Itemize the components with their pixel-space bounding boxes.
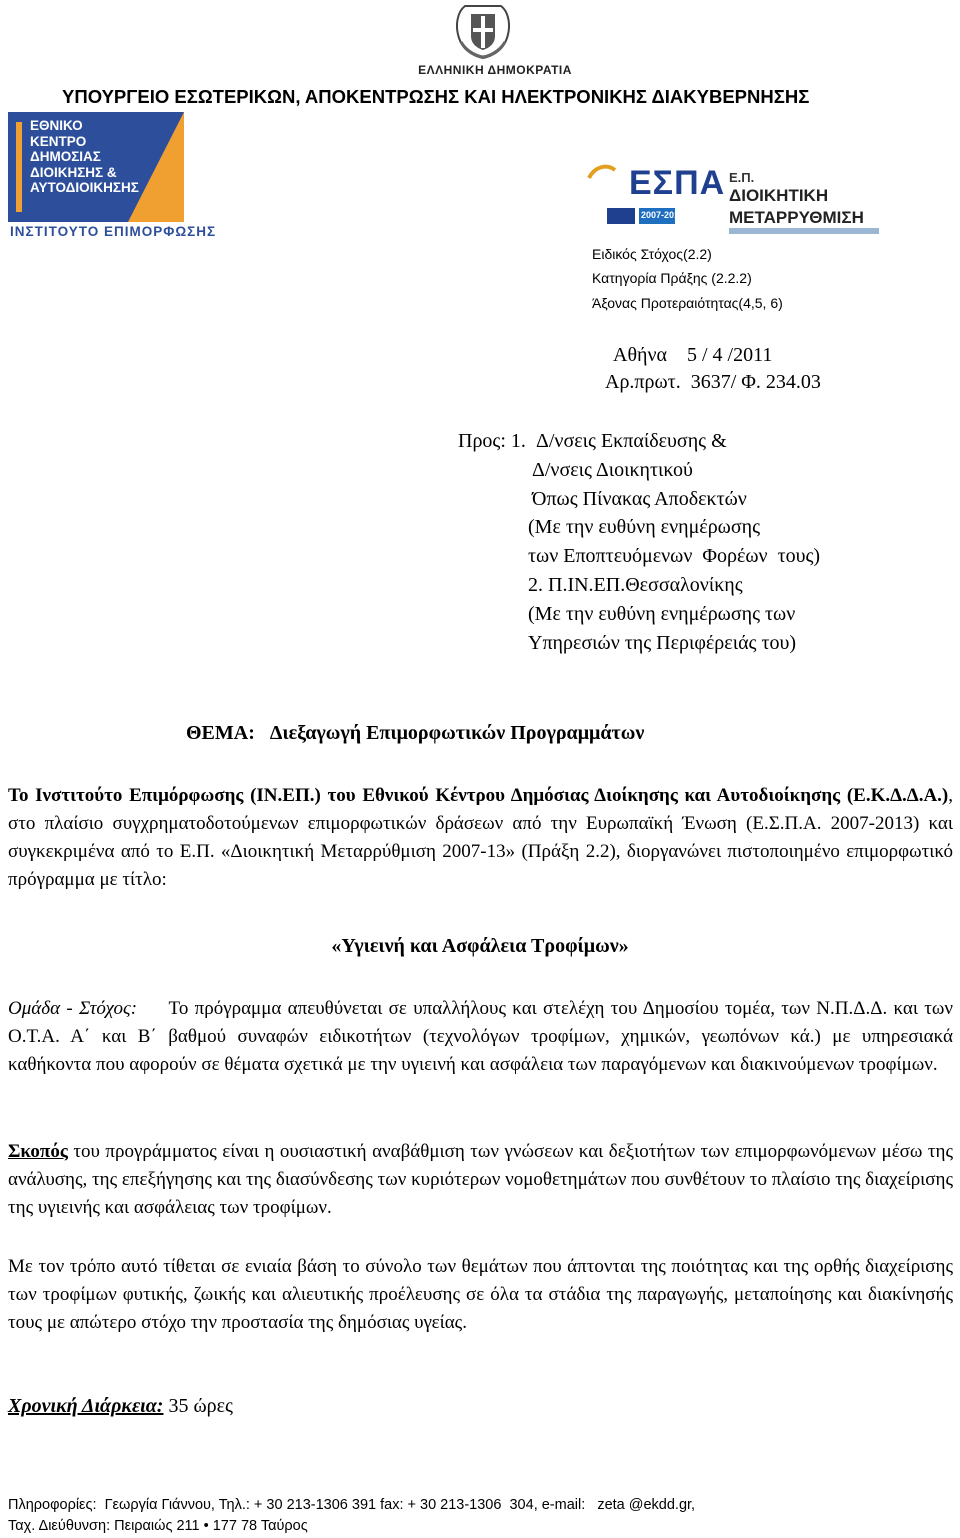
recipient-line: 2. Π.ΙΝ.ΕΠ.Θεσσαλονίκης	[528, 574, 743, 596]
hellenic-republic-label: ΕΛΛΗΝΙΚΗ ΔΗΜΟΚΡΑΤΙΑ	[418, 63, 572, 77]
greek-coat-of-arms-icon	[447, 2, 519, 62]
recipient-line: (Με την ευθύνη ενημέρωσης	[528, 516, 760, 538]
target-group-text: Το πρόγραμμα απευθύνεται σε υπαλλήλους και στελέχη του Δημοσίου τομέα, των Ν.Π.Δ.Δ. και των Ο.Τ.Α. Α΄ και Β΄ βαθμού συναφών ειδικοτήτων (τεχνολόγων τροφίμων, χημικών, γεωπόνων κά.) με υπηρεσιακά καθήκοντα που αφορούν σε θέματα σχετικά με την υγιεινή και ασφάλεια των παραγόμενων και διακινούμενων τροφίμων.	[8, 998, 953, 1075]
purpose-text: του προγράμματος είναι η ουσιαστική αναβάθμιση των γνώσεων και δεξιοτήτων των επιμορφωνόμενων μέσω της ανάλυσης, της επεξήγησης και της διασύνδεσης των κυριότερων νομοθετημάτων που συνθέτουν το πλαίσιο της διαχείρισης της υγιεινής και ασφάλειας των τροφίμων.	[8, 1141, 953, 1218]
program-title: «Υγιεινή και Ασφάλεια Τροφίμων»	[331, 935, 629, 957]
intro-paragraph	[8, 782, 953, 894]
dm-line2: ΜΕΤΑΡΡΥΘΜΙΣΗ	[729, 208, 864, 227]
letter-date: Αθήνα 5 / 4 /2011	[613, 344, 773, 366]
administrative-reform-logo	[727, 170, 889, 240]
intro-bold: Το Ινστιτούτο Επιμόρφωσης (ΙΝ.ΕΠ.) του Εθνικού Κέντρου Δημόσιας Διοίκησης και Αυτοδιοίκησης (Ε.Κ.Δ.Δ.Α.)	[8, 785, 949, 806]
ekdd-logo	[8, 112, 184, 222]
footer-contact: Πληροφορίες: Γεωργία Γιάννου, Τηλ.: + 30 213-1306 391 fax: + 30 213-1306 304, e-mail: zeta @ekdd.gr,	[8, 1497, 696, 1513]
espa-years: 2007-2013	[641, 210, 685, 220]
duration-value: 35 ώρες	[163, 1395, 233, 1417]
purpose-label: Σκοπός	[8, 1141, 68, 1162]
purpose-paragraph-2: Με τον τρόπο αυτό τίθεται σε ενιαία βάση το σύνολο των θεμάτων που άπτονται της ποιότητας και της ορθής διαχείρισης των τροφίμων φυτικής, ζωικής και αλιευτικής προέλευσης σε όλα τα στάδια της παραγωγής, μεταποίησης και διακίνησής τους με απώτερο στόχο την προστασία της δημόσιας υγείας.	[8, 1256, 953, 1333]
ekdd-logo-text: ΕΘΝΙΚΟ ΚΕΝΤΡΟ ΔΗΜΟΣΙΑΣ ΔΙΟΙΚΗΣΗΣ & ΑΥΤΟΔΙΟΙΚΗΣΗΣ	[30, 118, 139, 195]
recipient-line: Δ/νσεις Εκπαίδευσης &	[536, 430, 727, 452]
specific-goal: Ειδικός Στόχος(2.2)	[592, 246, 712, 262]
subject-line	[186, 722, 644, 745]
recipients-prefix: Προς: 1.	[458, 430, 526, 452]
espa-logo-text: ΕΣΠΑ	[629, 164, 726, 202]
priority-axis: Άξονας Προτεραιότητας(4,5, 6)	[592, 295, 783, 311]
subject-label: ΘΕΜΑ:	[186, 722, 255, 744]
recipient-line: (Με την ευθύνη ενημέρωσης των	[528, 603, 796, 625]
protocol-number: Αρ.πρωτ. 3637/ Φ. 234.03	[605, 371, 821, 393]
recipient-line: Όπως Πίνακας Αποδεκτών	[532, 488, 747, 510]
intro-text: , στο πλαίσιο συγχρηματοδοτούμενων επιμορφωτικών δράσεων από την Ευρωπαϊκή Ένωση (Ε.Σ.Π.Α. 2007-2013) και συγκεκριμένα από το Ε.Π. «Διοικητική Μεταρρύθμιση 2007-13» (Πράξη 2.2), διοργανώνει πιστοποιημένο επιμορφωτικό πρόγραμμα με τίτλο:	[8, 785, 953, 890]
duration-line	[8, 1395, 233, 1418]
purpose-paragraph	[8, 1138, 953, 1222]
institute-label: ΙΝΣΤΙΤΟΥΤΟ ΕΠΙΜΟΡΦΩΣΗΣ	[10, 224, 217, 239]
recipient-line: Υπηρεσιών της Περιφέρειάς του)	[528, 632, 797, 654]
target-group-paragraph	[8, 995, 953, 1079]
duration-label: Χρονική Διάρκεια:	[8, 1395, 164, 1417]
target-group-label: Ομάδα - Στόχος:	[8, 998, 138, 1019]
ekdd-arrow-icon	[128, 112, 184, 222]
dm-underline	[729, 228, 879, 234]
action-category: Κατηγορία Πράξης (2.2.2)	[592, 270, 752, 286]
footer-address: Ταχ. Διεύθυνση: Πειραιώς 211 • 177 78 Ταύρος	[8, 1518, 308, 1534]
ekdd-stripe	[16, 122, 22, 212]
subject-text: Διεξαγωγή Επιμορφωτικών Προγραμμάτων	[269, 722, 645, 744]
dm-line1: ΔΙΟΙΚΗΤΙΚΗ	[729, 186, 829, 205]
recipient-line: Δ/νσεις Διοικητικού	[532, 459, 693, 481]
ministry-title: ΥΠΟΥΡΓΕΙΟ ΕΣΩΤΕΡΙΚΩΝ, ΑΠΟΚΕΝΤΡΩΣΗΣ ΚΑΙ ΗΛΕΚΤΡΟΝΙΚΗΣ ΔΙΑΚΥΒΕΡΝΗΣΗΣ	[62, 86, 810, 107]
dm-ep-label: Ε.Π.	[729, 170, 755, 185]
espa-logo	[585, 160, 725, 240]
recipient-line: των Εποπτευόμενων Φορέων τους)	[528, 545, 821, 567]
